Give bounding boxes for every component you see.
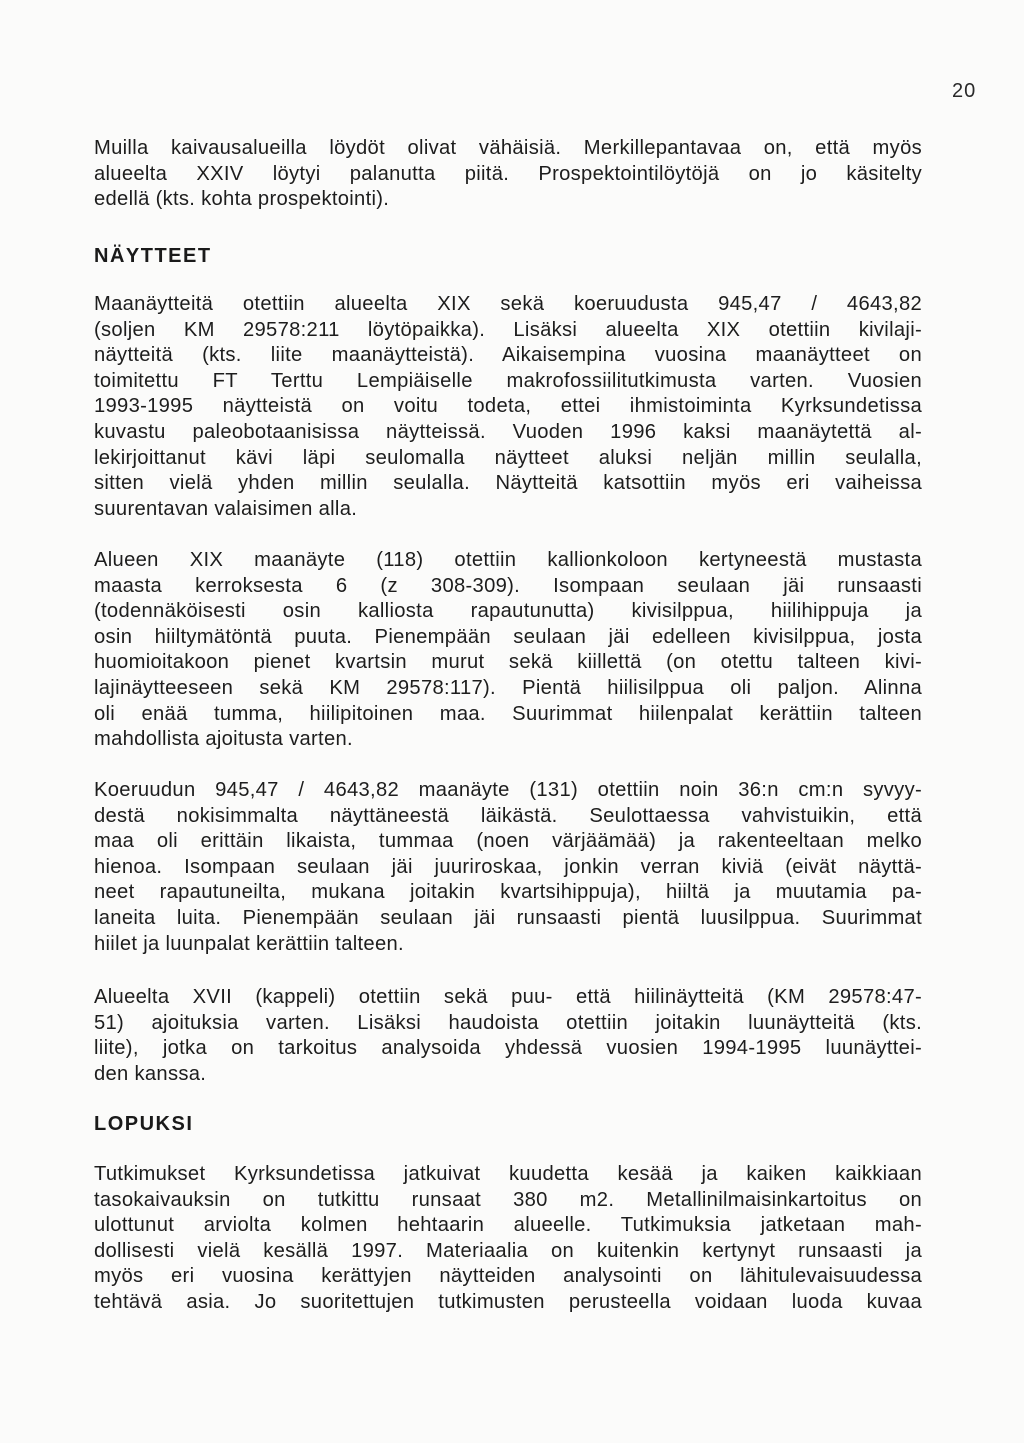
text-line: maa oli erittäin likaista, tummaa (noen värjäämää) ja rakenteeltaan melko xyxy=(94,830,922,853)
text-line: Maanäytteitä otettiin alueelta XIX sekä koeruudusta 945,47 / 4643,82 xyxy=(94,293,922,315)
text-line: suurentavan valaisimen alla. xyxy=(94,497,358,520)
text-line: maasta kerroksesta 6 (z 308-309). Isompaan seulaan jäi runsaasti xyxy=(94,574,922,597)
text-line: (soljen KM 29578:211 löytöpaikka). Lisäksi alueelta XIX otettiin kivilaji- xyxy=(94,318,922,341)
text-line: edellä (kts. kohta prospektointi). xyxy=(94,188,390,211)
text-line: osin hiiltymätöntä puuta. Pienempään seulaan jäi edelleen kivisilppua, josta xyxy=(94,625,922,648)
text-line: neet rapautuneilta, mukana joitakin kvartsihippuja), hiiltä ja muutamia pa- xyxy=(94,881,922,904)
section-heading-naytteet: NÄYTTEET xyxy=(94,245,212,267)
text-line: Muilla kaivausalueilla löydöt olivat vähäisiä. Merkillepantavaa on, että myös xyxy=(94,137,922,159)
text-line: dollisesti vielä kesällä 1997. Materiaalia on kuitenkin kertynyt runsaasti ja xyxy=(94,1239,922,1262)
text-line: hiilet ja luunpalat kerättiin talteen. xyxy=(94,932,404,955)
text-line: tehtävä asia. Jo suoritettujen tutkimusten perusteella voidaan luoda kuvaa xyxy=(94,1290,922,1313)
text-line: Tutkimukset Kyrksundetissa jatkuivat kuudetta kesää ja kaiken kaikkiaan xyxy=(94,1163,922,1185)
text-line: mahdollista ajoitusta varten. xyxy=(94,728,353,751)
section-heading-lopuksi: LOPUKSI xyxy=(94,1113,194,1135)
text-line: huomioitakoon pienet kvartsin murut sekä kiillettä (on otettu talteen kivi- xyxy=(94,651,922,674)
paragraph-excavation-finds xyxy=(94,136,922,213)
text-line: oli enää tumma, hiilipitoinen maa. Suurimmat hiilenpalat kerättiin talteen xyxy=(94,702,922,725)
text-line: Koeruudun 945,47 / 4643,82 maanäyte (131) otettiin noin 36:n cm:n syvyy- xyxy=(94,779,922,801)
paragraph-soil-samples xyxy=(94,292,922,522)
page-number: 20 xyxy=(952,80,977,102)
text-line: destä nokisimmalta näyttäneestä läikästä. Seulottaessa vahvistuikin, että xyxy=(94,804,922,827)
text-line: liite), jotka on tarkoitus analysoida yhdessä vuosien 1994-1995 luunäyttei- xyxy=(94,1037,922,1060)
text-line: alueelta XXIV löytyi palanutta piitä. Prospektointilöytöjä on jo käsitelty xyxy=(94,162,922,185)
text-line: toimitettu FT Terttu Lempiäiselle makrofossiilitutkimusta varten. Vuosien xyxy=(94,369,922,392)
paragraph-area-xvii-chapel xyxy=(94,985,922,1087)
text-line: lekirjoittanut kävi läpi seulomalla näytteet aluksi neljän millin seulalla, xyxy=(94,446,922,469)
paragraph-test-square-sample xyxy=(94,778,922,957)
text-line: hienoa. Isompaan seulaan jäi juuriroskaa, jonkin verran kiviä (eivät näyttä- xyxy=(94,855,922,878)
text-line: Alueen XIX maanäyte (118) otettiin kallionkoloon kertyneestä mustasta xyxy=(94,549,922,571)
text-line: Alueelta XVII (kappeli) otettiin sekä puu- että hiilinäytteitä (KM 29578:47- xyxy=(94,986,922,1008)
text-line: sitten vielä yhden millin seulalla. Näytteitä katsottiin myös eri vaiheissa xyxy=(94,472,922,495)
text-line: 51) ajoituksia varten. Lisäksi haudoista otettiin joitakin luunäytteitä (kts. xyxy=(94,1011,922,1034)
text-line: myös eri vuosina kerättyjen näytteiden analysointi on lähitulevaisuudessa xyxy=(94,1265,922,1288)
text-line: kuvastu paleobotaanisissa näytteissä. Vuoden 1996 kaksi maanäytettä al- xyxy=(94,420,922,443)
text-line: laneita luita. Pienempään seulaan jäi runsaasti pientä luusilppua. Suurimmat xyxy=(94,906,922,929)
paragraph-area-xix-sample xyxy=(94,548,922,753)
paragraph-conclusion xyxy=(94,1162,922,1316)
text-line: näytteitä (kts. liite maanäytteistä). Aikaisempina vuosina maanäytteet on xyxy=(94,344,922,367)
text-line: tasokaivauksin on tutkittu runsaat 380 m2. Metallinilmaisinkartoitus on xyxy=(94,1188,922,1211)
text-line: (todennäköisesti osin kalliosta rapautunutta) kivisilppua, hiilihippuja ja xyxy=(94,600,922,623)
text-line: 1993-1995 näytteistä on voitu todeta, ettei ihmistoiminta Kyrksundetissa xyxy=(94,395,922,418)
text-line: lajinäytteeseen sekä KM 29578:117). Pientä hiilisilppua oli paljon. Alinna xyxy=(94,676,922,699)
text-line: ulottunut arviolta kolmen hehtaarin alueelle. Tutkimuksia jatketaan mah- xyxy=(94,1214,922,1237)
text-line: den kanssa. xyxy=(94,1062,207,1085)
